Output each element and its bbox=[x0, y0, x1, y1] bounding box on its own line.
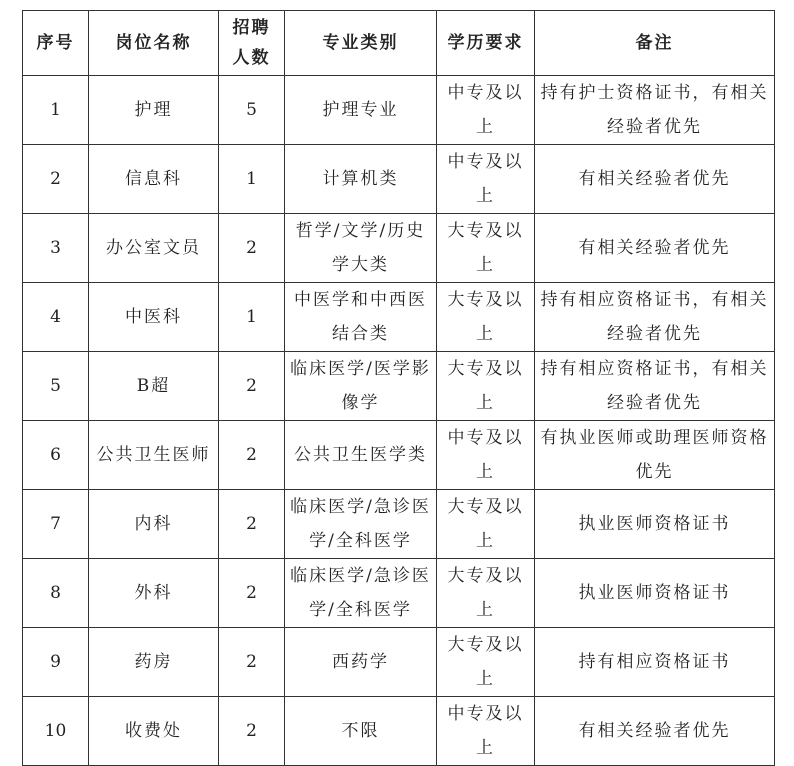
cell-position bbox=[89, 559, 219, 628]
cell-education bbox=[437, 628, 535, 697]
table-row bbox=[23, 145, 775, 214]
cell-education-text: 中专及以上 bbox=[447, 704, 524, 758]
cell-count bbox=[219, 145, 285, 214]
cell-major bbox=[285, 559, 437, 628]
cell-no-text: 5 bbox=[50, 376, 61, 396]
cell-remark bbox=[535, 214, 775, 283]
cell-major-text: 中医学和中西医结合类 bbox=[294, 290, 427, 344]
recruitment-table-container bbox=[22, 10, 775, 766]
cell-position bbox=[89, 76, 219, 145]
header-remark: 备注 bbox=[535, 11, 775, 76]
cell-count bbox=[219, 559, 285, 628]
cell-education bbox=[437, 352, 535, 421]
table-row bbox=[23, 283, 775, 352]
cell-no bbox=[23, 145, 89, 214]
cell-no bbox=[23, 628, 89, 697]
cell-no-text: 4 bbox=[50, 307, 61, 327]
cell-major-text: 护理专业 bbox=[322, 100, 399, 120]
cell-count bbox=[219, 490, 285, 559]
cell-no-text: 6 bbox=[50, 445, 61, 465]
cell-major-text: 不限 bbox=[341, 721, 380, 741]
cell-major-text: 西药学 bbox=[332, 652, 389, 672]
cell-remark bbox=[535, 490, 775, 559]
cell-major-text: 哲学/文学/历史学大类 bbox=[295, 221, 426, 275]
cell-major bbox=[285, 697, 437, 766]
cell-count-text: 2 bbox=[246, 721, 257, 741]
cell-count-text: 2 bbox=[246, 238, 257, 258]
cell-remark-text: 执业医师资格证书 bbox=[578, 514, 731, 534]
table-row bbox=[23, 352, 775, 421]
cell-remark-text: 持有相应资格证书，有相关经验者优先 bbox=[540, 290, 769, 344]
table-row bbox=[23, 559, 775, 628]
cell-no bbox=[23, 421, 89, 490]
cell-count bbox=[219, 352, 285, 421]
cell-position-text: 外科 bbox=[134, 583, 173, 603]
cell-education bbox=[437, 283, 535, 352]
cell-no bbox=[23, 283, 89, 352]
cell-count bbox=[219, 697, 285, 766]
cell-remark-text: 执业医师资格证书 bbox=[578, 583, 731, 603]
cell-position-text: 中医科 bbox=[125, 307, 182, 327]
cell-count-text: 2 bbox=[246, 583, 257, 603]
table-row bbox=[23, 76, 775, 145]
cell-position bbox=[89, 214, 219, 283]
cell-remark bbox=[535, 421, 775, 490]
cell-count bbox=[219, 214, 285, 283]
cell-education-text: 大专及以上 bbox=[447, 221, 524, 275]
cell-remark-text: 持有护士资格证书，有相关经验者优先 bbox=[540, 83, 769, 137]
cell-major bbox=[285, 628, 437, 697]
table-row bbox=[23, 214, 775, 283]
cell-major bbox=[285, 283, 437, 352]
cell-education-text: 大专及以上 bbox=[447, 290, 524, 344]
table-body bbox=[23, 76, 775, 766]
cell-position-text: 收费处 bbox=[125, 721, 182, 741]
cell-remark bbox=[535, 559, 775, 628]
cell-position-text: 护理 bbox=[134, 100, 173, 120]
table-row bbox=[23, 628, 775, 697]
cell-major-text: 临床医学/急诊医学/全科医学 bbox=[290, 497, 431, 551]
cell-position-text: 办公室文员 bbox=[106, 238, 201, 258]
cell-remark-text: 有相关经验者优先 bbox=[578, 169, 731, 189]
cell-position bbox=[89, 490, 219, 559]
cell-remark bbox=[535, 283, 775, 352]
cell-count-text: 2 bbox=[246, 445, 257, 465]
cell-major-text: 公共卫生医学类 bbox=[294, 445, 427, 465]
cell-position-text: 内科 bbox=[134, 514, 173, 534]
cell-position-text: B超 bbox=[136, 376, 171, 396]
cell-position-text: 公共卫生医师 bbox=[96, 445, 211, 465]
cell-count bbox=[219, 76, 285, 145]
cell-no bbox=[23, 76, 89, 145]
cell-remark-text: 持有相应资格证书，有相关经验者优先 bbox=[540, 359, 769, 413]
table-header-row bbox=[23, 11, 775, 76]
cell-education-text: 大专及以上 bbox=[447, 635, 524, 689]
cell-position bbox=[89, 421, 219, 490]
cell-education-text: 大专及以上 bbox=[447, 497, 524, 551]
cell-no-text: 8 bbox=[50, 583, 61, 603]
cell-major bbox=[285, 76, 437, 145]
cell-major bbox=[285, 214, 437, 283]
table-row bbox=[23, 697, 775, 766]
cell-remark-text: 持有相应资格证书 bbox=[578, 652, 731, 672]
cell-no bbox=[23, 559, 89, 628]
cell-education bbox=[437, 559, 535, 628]
cell-no bbox=[23, 697, 89, 766]
cell-education-text: 中专及以上 bbox=[447, 428, 524, 482]
table-row bbox=[23, 490, 775, 559]
cell-position bbox=[89, 628, 219, 697]
cell-no bbox=[23, 352, 89, 421]
header-education: 学历要求 bbox=[437, 11, 535, 76]
cell-count bbox=[219, 421, 285, 490]
cell-count-text: 1 bbox=[246, 169, 257, 189]
cell-no bbox=[23, 490, 89, 559]
cell-remark-text: 有相关经验者优先 bbox=[578, 238, 731, 258]
cell-position-text: 药房 bbox=[134, 652, 173, 672]
cell-remark bbox=[535, 697, 775, 766]
cell-no-text: 1 bbox=[50, 100, 61, 120]
cell-no-text: 2 bbox=[50, 169, 61, 189]
cell-education-text: 中专及以上 bbox=[447, 83, 524, 137]
cell-remark bbox=[535, 76, 775, 145]
cell-major-text: 计算机类 bbox=[322, 169, 399, 189]
cell-education-text: 大专及以上 bbox=[447, 359, 524, 413]
cell-no-text: 7 bbox=[50, 514, 61, 534]
cell-remark bbox=[535, 352, 775, 421]
cell-count-text: 2 bbox=[246, 514, 257, 534]
cell-education-text: 大专及以上 bbox=[447, 566, 524, 620]
cell-count bbox=[219, 628, 285, 697]
cell-education bbox=[437, 76, 535, 145]
cell-remark bbox=[535, 145, 775, 214]
cell-count-text: 1 bbox=[246, 307, 257, 327]
cell-major-text: 临床医学/医学影像学 bbox=[290, 359, 431, 413]
cell-remark-text: 有执业医师或助理医师资格优先 bbox=[540, 428, 769, 482]
recruitment-table bbox=[22, 10, 775, 766]
cell-count bbox=[219, 283, 285, 352]
cell-position bbox=[89, 697, 219, 766]
header-no: 序号 bbox=[23, 11, 89, 76]
cell-position-text: 信息科 bbox=[125, 169, 182, 189]
cell-major bbox=[285, 490, 437, 559]
cell-remark-text: 有相关经验者优先 bbox=[578, 721, 731, 741]
cell-position bbox=[89, 145, 219, 214]
cell-no-text: 10 bbox=[44, 721, 67, 741]
cell-education-text: 中专及以上 bbox=[447, 152, 524, 206]
cell-education bbox=[437, 214, 535, 283]
cell-no-text: 3 bbox=[50, 238, 61, 258]
header-position: 岗位名称 bbox=[89, 11, 219, 76]
cell-major bbox=[285, 352, 437, 421]
cell-count-text: 5 bbox=[246, 100, 257, 120]
cell-major-text: 临床医学/急诊医学/全科医学 bbox=[290, 566, 431, 620]
cell-count-text: 2 bbox=[246, 652, 257, 672]
cell-education bbox=[437, 697, 535, 766]
cell-remark bbox=[535, 628, 775, 697]
cell-position bbox=[89, 352, 219, 421]
cell-no-text: 9 bbox=[50, 652, 61, 672]
table-row bbox=[23, 421, 775, 490]
cell-education bbox=[437, 145, 535, 214]
cell-no bbox=[23, 214, 89, 283]
header-major: 专业类别 bbox=[285, 11, 437, 76]
cell-count-text: 2 bbox=[246, 376, 257, 396]
cell-education bbox=[437, 490, 535, 559]
cell-major bbox=[285, 421, 437, 490]
header-count: 招聘人数 bbox=[219, 11, 285, 76]
cell-major bbox=[285, 145, 437, 214]
cell-position bbox=[89, 283, 219, 352]
cell-education bbox=[437, 421, 535, 490]
